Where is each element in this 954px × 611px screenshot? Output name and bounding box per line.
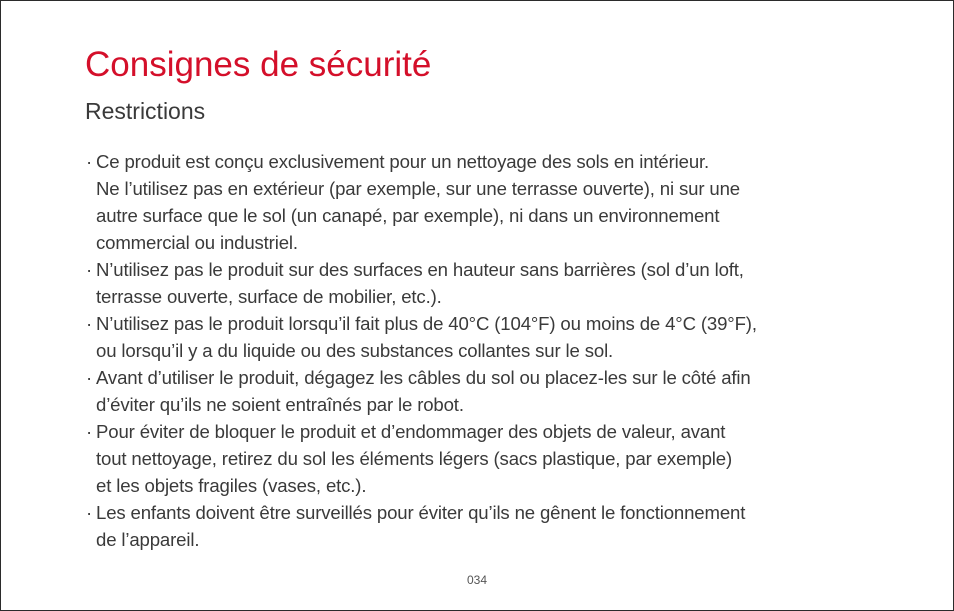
bullet-marker: · (86, 151, 93, 172)
list-item-line: Ce produit est conçu exclusivement pour un nettoyage des sols en intérieur. (96, 151, 710, 172)
list-item-line: et les objets fragiles (vases, etc.). (96, 475, 367, 496)
bullet-marker: · (86, 313, 93, 334)
list-item (85, 364, 915, 418)
list-item (85, 418, 915, 499)
list-item-line: Ne l’utilisez pas en extérieur (par exemple, sur une terrasse ouverte), ni sur une (96, 178, 740, 199)
list-item-line: N’utilisez pas le produit lorsqu’il fait plus de 40°C (104°F) ou moins de 4°C (39°F), (96, 313, 757, 334)
section-heading: Restrictions (85, 98, 206, 124)
list-item (85, 256, 915, 310)
list-item-line: ou lorsqu’il y a du liquide ou des substances collantes sur le sol. (96, 340, 614, 361)
list-item-line: Pour éviter de bloquer le produit et d’endommager des objets de valeur, avant (96, 421, 726, 442)
list-item-line: Les enfants doivent être surveillés pour éviter qu’ils ne gênent le fonctionnement (96, 502, 746, 523)
list-item (85, 310, 915, 364)
list-item-line: d’éviter qu’ils ne soient entraînés par le robot. (96, 394, 464, 415)
bullet-marker: · (86, 259, 93, 280)
list-item (85, 148, 915, 256)
page-number: 034 (466, 573, 488, 587)
page-title: Consignes de sécurité (85, 45, 432, 84)
list-item-line: commercial ou industriel. (96, 232, 298, 253)
restrictions-list (85, 148, 915, 553)
bullet-marker: · (86, 421, 93, 442)
bullet-marker: · (86, 502, 93, 523)
list-item (85, 499, 915, 553)
list-item-line: Avant d’utiliser le produit, dégagez les câbles du sol ou placez-les sur le côté afin (96, 367, 751, 388)
list-item-line: terrasse ouverte, surface de mobilier, etc.). (96, 286, 442, 307)
list-item-line: autre surface que le sol (un canapé, par exemple), ni dans un environnement (96, 205, 720, 226)
list-item-line: de l’appareil. (96, 529, 200, 550)
list-item-line: tout nettoyage, retirez du sol les éléments légers (sacs plastique, par exemple) (96, 448, 733, 469)
list-item-line: N’utilisez pas le produit sur des surfaces en hauteur sans barrières (sol d’un loft, (96, 259, 744, 280)
bullet-marker: · (86, 367, 93, 388)
